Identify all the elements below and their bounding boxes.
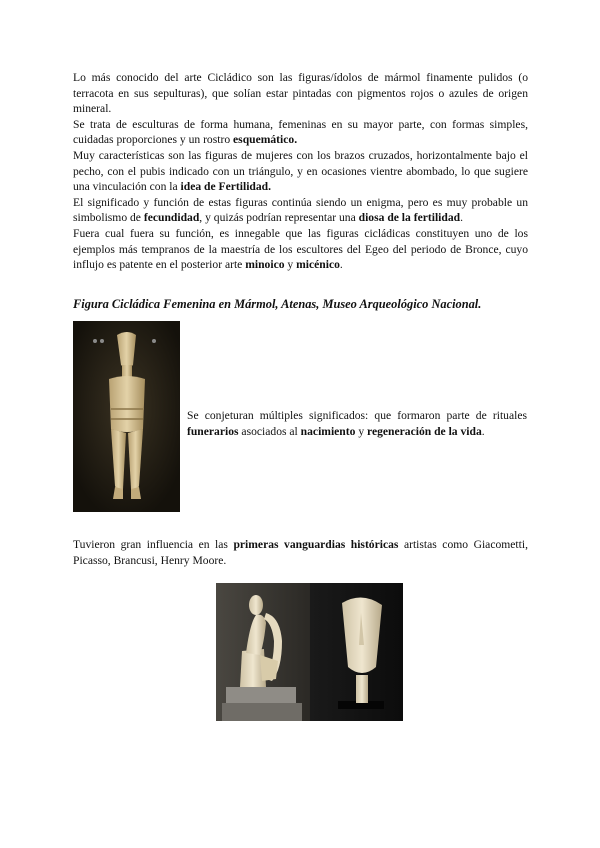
text: y (284, 258, 297, 272)
paragraph-intro (73, 70, 528, 117)
text: . (339, 258, 343, 272)
text: Muy características son las figuras de mujeres con los brazos cruzados, horizontalmente bajo el pecho, con el pubis indicado con un triángulo, y en ocasiones vientre abombado, lo que sugiere una vinculación con la (73, 148, 528, 194)
sculptures-illustration (216, 583, 403, 721)
figurine-illustration (73, 321, 180, 512)
paragraph-influence-aegean (73, 226, 528, 273)
text: Se trata de esculturas de forma humana, femeninas en su mayor parte, con formas simples, cuidadas proporciones y un rostro (73, 117, 528, 147)
bold-text: regeneración de la vida (367, 424, 482, 438)
bold-text: diosa de la fertilidad (358, 211, 461, 225)
bold-text: minoico (245, 258, 285, 272)
text: , y quizás podrían representar una (199, 211, 359, 225)
paragraph-meaning (73, 195, 528, 226)
text: y (355, 424, 368, 438)
bold-text: funerarios (187, 424, 239, 438)
text: . (481, 424, 485, 438)
text: . (460, 211, 463, 225)
figure-caption: Figura Cicládica Femenina en Mármol, Atenas, Museo Arqueológico Nacional. (73, 297, 482, 311)
text: artistas como Giacometti, Picasso, Brancusi, Henry Moore. (73, 538, 528, 567)
document-body (73, 70, 528, 273)
text: Lo más conocido del arte Cicládico son las figuras/ídolos de mármol finamente pulidos (o terracota en sus sepulturas), que solían estar pintadas con pigmentos rojos o azules de origen mineral. (73, 71, 528, 116)
harp-player-and-head-photo (216, 583, 403, 721)
text: Fuera cual fuera su función, es innegable que las figuras cicládicas constituyen uno de los ejemplos más tempranos de la maestría de los escultores del Egeo del periodo de Bronce, cuyo influjo es patente en el posterior arte (73, 226, 528, 272)
text: asociados al (238, 424, 301, 438)
bold-text: micénico (296, 258, 340, 272)
text: El significado y función de estas figuras continúa siendo un enigma, pero es muy probable un simbolismo de (73, 195, 528, 225)
paragraph-forms (73, 117, 528, 148)
bold-text: primeras vanguardias históricas (233, 538, 399, 551)
bold-text: idea de Fertilidad. (180, 180, 272, 194)
paragraph-avant-garde (73, 537, 528, 568)
bold-text: fecundidad (143, 211, 200, 225)
text: Se conjeturan múltiples significados: que formaron parte de rituales (187, 409, 527, 422)
side-text-meanings (187, 408, 527, 439)
text: Tuvieron gran influencia en las (73, 538, 234, 551)
paragraph-arms (73, 148, 528, 195)
bold-text: nacimiento (300, 424, 356, 438)
bold-text: esquemático. (233, 133, 298, 147)
cycladic-figurine-photo (73, 321, 180, 512)
